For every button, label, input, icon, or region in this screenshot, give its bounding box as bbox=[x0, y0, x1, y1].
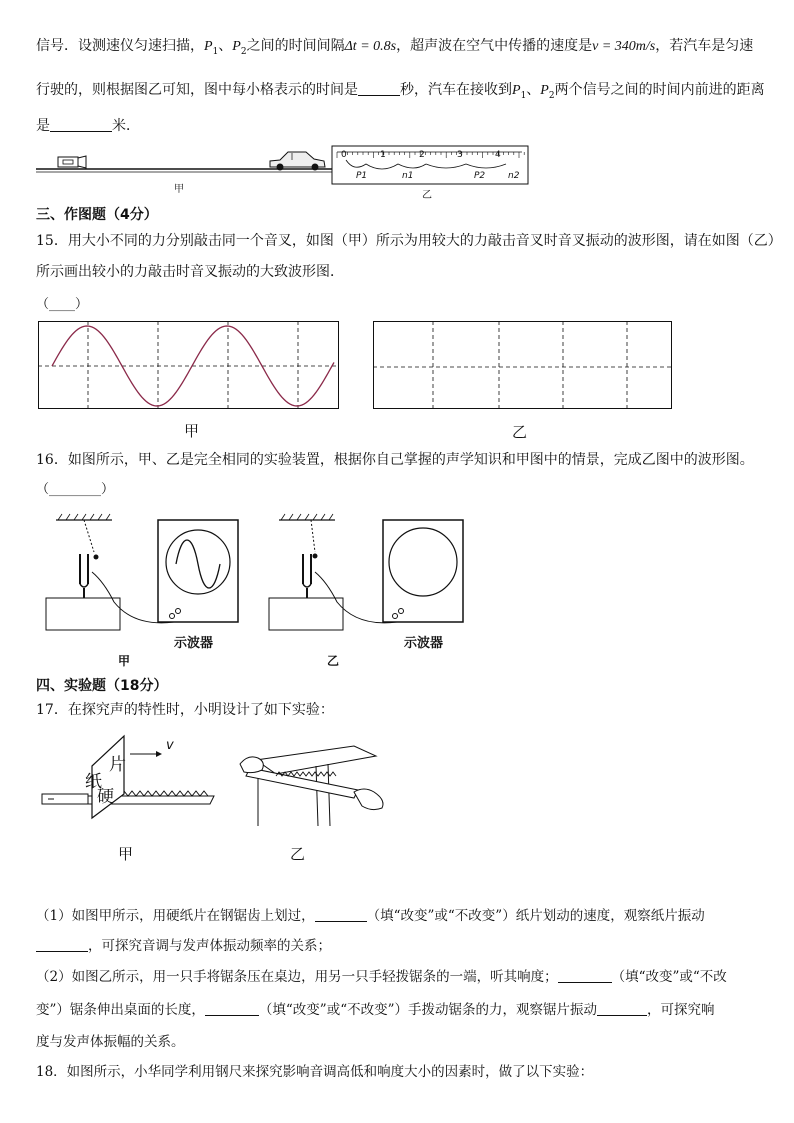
hand-icon bbox=[240, 757, 263, 773]
q17-text: ，可探究响 bbox=[647, 1002, 715, 1018]
q17-line-1: 17．在探究声的特性时，小明设计了如下实验： bbox=[36, 702, 334, 718]
q17-part-2-line-2 bbox=[36, 1000, 715, 1020]
answer-blank[interactable] bbox=[315, 907, 367, 922]
fig-label-yi: 乙 bbox=[422, 190, 432, 201]
scale-tick-label: 0 bbox=[341, 150, 347, 160]
card-char: 纸 bbox=[85, 772, 102, 792]
scale-tick-label: 4 bbox=[495, 150, 501, 160]
q14-text: 米． bbox=[112, 118, 140, 134]
apparatus-jia bbox=[44, 512, 244, 637]
q14-text: 之间的时间间隔 bbox=[246, 38, 345, 54]
oscilloscope-label: 示波器 bbox=[404, 636, 444, 651]
hand-icon bbox=[354, 789, 383, 810]
q17-part-2-line-3: 度与发声体振幅的关系。 bbox=[36, 1034, 185, 1050]
fig-label-yi: 乙 bbox=[327, 654, 340, 668]
answer-blank[interactable] bbox=[597, 1001, 647, 1016]
p1-subscript: 1 bbox=[520, 90, 527, 101]
q18-line-1: 18．如图所示，小华同学利用钢尺来探究影响音调高低和响度大小的因素时，做了以下实验： bbox=[36, 1064, 594, 1080]
fig-label-jia: 甲 bbox=[118, 845, 134, 863]
q17-text: ，可探究音调与发声体振动频率的关系； bbox=[88, 938, 331, 954]
pendulum-ball bbox=[313, 554, 318, 559]
tuning-fork-icon bbox=[303, 554, 311, 598]
answer-blank[interactable] bbox=[36, 937, 88, 952]
p2-symbol: P bbox=[232, 39, 241, 54]
oscilloscope-label: 示波器 bbox=[174, 636, 214, 651]
waveform-graph-yi[interactable] bbox=[373, 321, 675, 410]
scale-tick-label: 1 bbox=[380, 150, 386, 160]
separator: 、 bbox=[526, 82, 541, 98]
scale-tick-label: 3 bbox=[457, 150, 463, 160]
scale-label-n1: n1 bbox=[402, 171, 414, 181]
q17-figure-jia bbox=[38, 732, 218, 822]
q14-text: 两个信号之间的时间内前进的距离 bbox=[554, 82, 765, 98]
fig-label-jia: 甲 bbox=[118, 654, 131, 668]
pendulum-ball bbox=[94, 555, 99, 560]
section-heading: 三、作图题（4分） bbox=[36, 207, 158, 223]
answer-blank[interactable] bbox=[358, 81, 400, 96]
fig-label-yi: 乙 bbox=[512, 423, 528, 441]
section-heading: 四、实验题（18分） bbox=[36, 678, 168, 694]
q17-text: （2）如图乙所示，用一只手将锯条压在桌边，用另一只手轻拨锯条的一端，听其响度； bbox=[36, 969, 558, 985]
car-icon bbox=[270, 152, 325, 171]
fig-label-yi: 乙 bbox=[290, 845, 306, 863]
scale-label-p2: P2 bbox=[474, 171, 486, 181]
q17-part-2-line-1 bbox=[36, 967, 727, 987]
p2-subscript: 2 bbox=[548, 90, 555, 101]
waveform-graph-jia bbox=[38, 321, 340, 410]
q14-text: 信号．设测速仪匀速扫描， bbox=[36, 38, 204, 54]
ceiling-hatch bbox=[279, 514, 335, 520]
q14-text: 秒，汽车在接收到 bbox=[400, 82, 512, 98]
p2-subscript: 2 bbox=[240, 46, 247, 57]
velocity-label: v bbox=[166, 738, 174, 753]
q17-part-1-line-2 bbox=[36, 936, 331, 956]
v-expression: v = 340m/s bbox=[592, 39, 656, 54]
q17-text: （填“改变”或“不改变”）手拨动锯条的力，观察锯片振动 bbox=[258, 1002, 598, 1018]
card-char: 硬 bbox=[97, 787, 114, 807]
ceiling-hatch bbox=[56, 514, 112, 520]
answer-blank[interactable] bbox=[558, 968, 612, 983]
q17-text: （填“改变”或“不改 bbox=[611, 969, 727, 985]
fig-label-jia: 甲 bbox=[174, 184, 184, 195]
scale-label-p1: P1 bbox=[356, 171, 368, 181]
tuning-fork-icon bbox=[80, 554, 88, 598]
q15-line-1: 15．用大小不同的力分别敲击同一个音叉，如图（甲）所示为用较大的力敲击音叉时音叉振动的波形图，请在如图（乙） bbox=[36, 233, 782, 249]
q14-text: 是 bbox=[36, 118, 50, 134]
q17-text: （1）如图甲所示，用硬纸片在钢锯齿上划过， bbox=[36, 908, 315, 924]
dt-expression: Δt = 0.8s bbox=[344, 39, 397, 54]
q17-text: （填“改变”或“不改变”）纸片划动的速度，观察纸片振动 bbox=[366, 908, 705, 924]
q14-line-2 bbox=[36, 80, 765, 106]
p2-symbol: P bbox=[540, 83, 549, 98]
oscilloscope-screen[interactable] bbox=[389, 528, 457, 596]
separator: 、 bbox=[218, 38, 233, 54]
answer-blank[interactable] bbox=[50, 117, 112, 132]
q14-line-1 bbox=[36, 36, 753, 62]
answer-bracket[interactable]: （____） bbox=[36, 297, 89, 312]
q14-text: ，若汽车是匀速 bbox=[655, 38, 754, 54]
scale-tick-label: 2 bbox=[419, 150, 425, 160]
q17-text: 变”）锯条伸出桌面的长度， bbox=[36, 1002, 205, 1018]
apparatus-yi bbox=[267, 512, 467, 637]
p1-symbol: P bbox=[204, 39, 213, 54]
speed-meter-icon bbox=[58, 156, 86, 168]
answer-bracket[interactable]: （________） bbox=[36, 482, 115, 497]
card-char: 片 bbox=[109, 755, 126, 775]
q17-figure-yi bbox=[236, 736, 396, 830]
q16-line-1: 16．如图所示，甲、乙是完全相同的实验装置，根据你自己掌握的声学知识和甲图中的情景，完成乙图中的波形图。 bbox=[36, 452, 754, 468]
q14-text: 行驶的，则根据图乙可知，图中每小格表示的时间是 bbox=[36, 82, 358, 98]
q17-part-1-line-1 bbox=[36, 906, 705, 926]
answer-blank[interactable] bbox=[205, 1001, 259, 1016]
q14-text: ，超声波在空气中传播的速度是 bbox=[396, 38, 593, 54]
p1-symbol: P bbox=[512, 83, 521, 98]
q15-line-2: 所示画出较小的力敲击时音叉振动的大致波形图． bbox=[36, 264, 344, 280]
p1-subscript: 1 bbox=[212, 46, 219, 57]
saw-blade bbox=[246, 768, 358, 798]
fig-label-jia: 甲 bbox=[184, 422, 200, 440]
q14-line-3 bbox=[36, 116, 140, 136]
scale-label-n2: n2 bbox=[508, 171, 520, 181]
